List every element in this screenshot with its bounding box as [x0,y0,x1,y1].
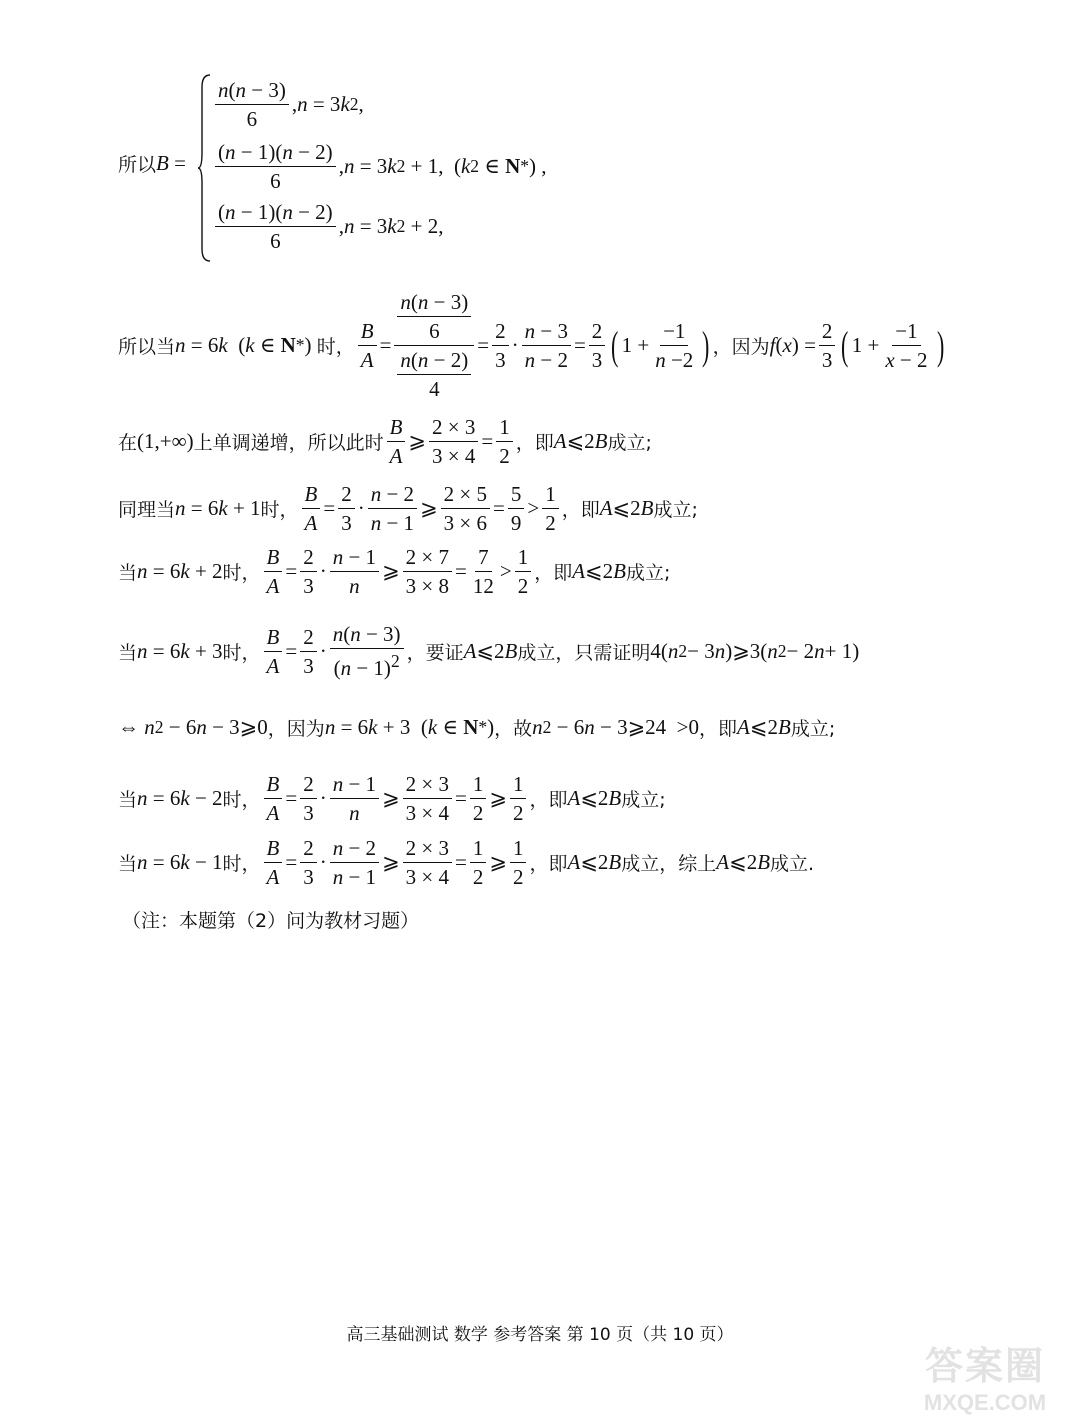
left-brace-icon [197,73,211,263]
text: ，即 [515,432,554,455]
text: ，故 [494,718,533,740]
text: 当 [118,562,138,585]
text: 时， [222,562,261,585]
text: 成立; [607,432,652,455]
note: （注：本题第（2）问为教材习题） [122,910,420,932]
piecewise-line: 所以 B = [118,151,186,176]
text: 成立; [625,562,671,585]
line-equivalent: ⇔ n 2 − 6 n − 3⩾0 ，因为 n = 6 k + 3 ( k ∈ N * ) ，故 n 2 − 6 n − 3⩾24 >0 ，即 A ⩽2 B 成立; [118,715,836,740]
text: 在 [118,432,138,455]
text: ，即 [699,718,738,740]
line-n6k1: 同理当 n = 6 k + 1 时， $\frac{B}{A}$ = $\frac{2}{3}$ · $\frac{n - 2}{n - 1}$ ⩾ $\frac{2 \times 5}{3 \times 6}$ = $\frac{5}{9}$ > $\frac{1}{2}$ ，即 A ⩽2 B 成立; [118,482,698,536]
text: ，即 [529,853,568,876]
text: 成立，只需证明 [517,641,651,664]
text: 成立; [621,789,666,812]
text: 当 [118,789,138,812]
text: 成立，综上 [621,853,717,876]
line-n6k: 所以当 n = 6 k ( k ∈ N * ) 时， $\frac{B}{A}$ = $\frac{\frac{n(n - 3)}{6}}{\frac{n(n - 2)}{4}}$ = $\frac{2}{3}$ · $\frac{n - 3}{n - 2}$ = $\frac{2}{3}$ ( 1 + $\frac{-1}{n -2}$ ) ，因为 f ( x ) = $\frac{2}{3}$ ( 1 + $\frac{-1}{x - 2}$ ) [118,290,944,402]
text: 时， [222,853,261,876]
line-n6k2: 当 n = 6 k + 2 时， $\frac{B}{A}$ = $\frac{2}{3}$ · $\frac{n - 1}{n}$ ⩾ $\frac{2 \times 7}{3 \times 8}$ = $\frac{7}{12}$ > $\frac{1}{2}$ ，即 A ⩽2 B 成立; [118,545,671,599]
text: 时， [222,641,261,664]
watermark-logo [905,1335,1065,1415]
math: B [156,151,169,175]
text: 成立. [770,853,815,876]
text: ，因为 [267,718,325,740]
text: 当 [118,853,138,876]
text: 当 [118,641,138,664]
line-monotonic: 在 (1,+∞) 上单调递增，所以此时 $\frac{B}{A}$ ⩾ $\frac{2 \times 3}{3 \times 4}$ = $\frac{1}{2}$ ，即 A ⩽2 B 成立; [118,415,652,469]
case-1: $\frac{n(n - 3)}{6}$ , n = 3 k 2 , [212,78,364,131]
text: ，即 [534,562,573,585]
text: ，因为 [712,336,770,359]
text: ，要证 [406,641,464,664]
text: 上单调递增，所以此时 [193,432,384,455]
case-2: $\frac{(n - 1)(n - 2)}{6}$ , n = 3 k 2 + 1, ( k 2 ∈ N * ) , [212,140,547,193]
line-n6k3: 当 n = 6 k + 3 时， $\frac{B}{A}$ = $\frac{2}{3}$ · $\frac{n(n - 3)}{(n - 1)^2}$ ，要证 A ⩽2 B 成立，只需证明 4( n 2 − 3 n )⩾3( n 2 − 2 n + 1) [118,622,860,681]
line-n6k-minus1: 当 n = 6 k − 1 时， $\frac{B}{A}$ = $\frac{2}{3}$ · $\frac{n - 2}{n - 1}$ ⩾ $\frac{2 \times 3}{3 \times 4}$ = $\frac{1}{2}$ ⩾ $\frac{1}{2}$ ，即 A ⩽2 B 成立，综上 A ⩽2 B 成立. [118,836,815,890]
text: ，即 [529,789,568,812]
watermark-text: 答案圈 [924,1344,1045,1388]
text: ，即 [561,499,600,522]
text: 成立; [790,718,836,740]
text: 时， [316,336,355,359]
text: 时， [222,789,261,812]
text: 时， [260,499,299,522]
case-3: $\frac{(n - 1)(n - 2)}{6}$ , n = 3 k 2 + 2, [212,200,443,253]
text: 成立; [653,499,698,522]
watermark-url: MXQE.COM [923,1390,1047,1415]
page-footer: 高三基础测试 数学 参考答案 第 10 页（共 10 页） [346,1325,734,1345]
text: 同理当 [118,499,176,522]
line-n6k-minus2: 当 n = 6 k − 2 时， $\frac{B}{A}$ = $\frac{2}{3}$ · $\frac{n - 1}{n}$ ⩾ $\frac{2 \times 3}{3 \times 4}$ = $\frac{1}{2}$ ⩾ $\frac{1}{2}$ ，即 A ⩽2 B 成立; [118,772,666,826]
text: 所以当 [118,336,176,359]
text: 所以 [118,154,157,176]
